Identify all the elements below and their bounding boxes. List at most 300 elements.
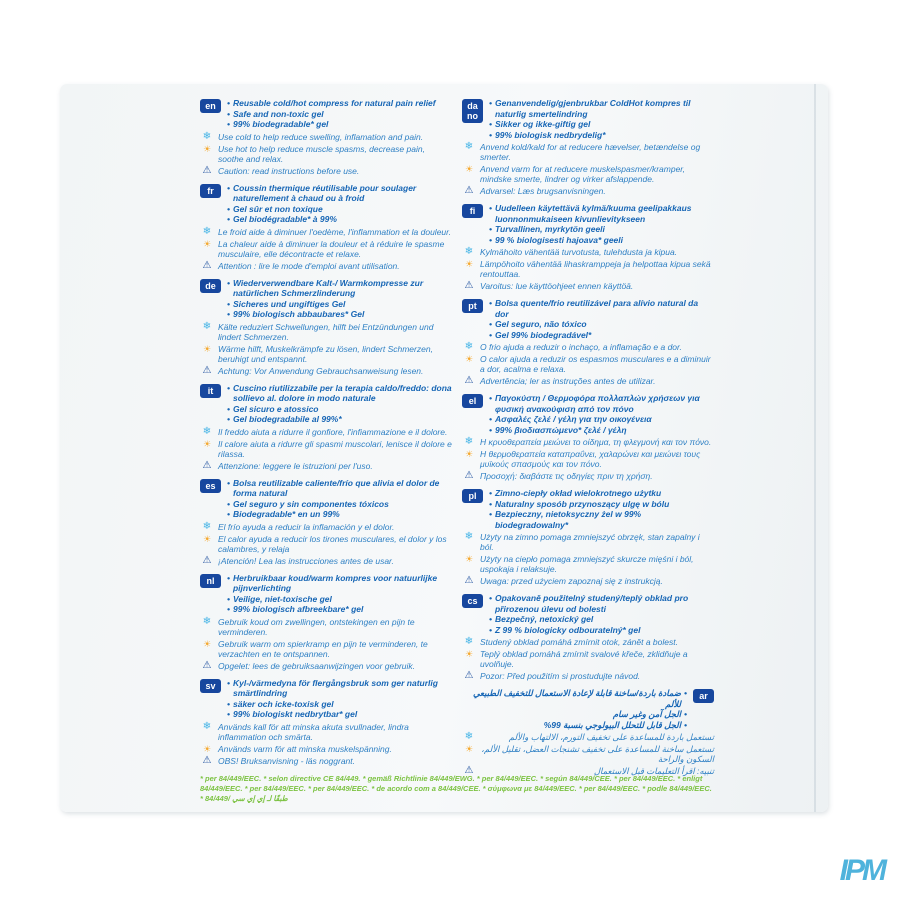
bullet-dot-icon: • — [489, 298, 492, 308]
bullet-item — [489, 130, 714, 141]
bullet-text: Gel biodégradable* à 99% — [232, 214, 337, 224]
warning-triangle-icon: ⚠ — [202, 259, 212, 271]
language-block-el — [462, 393, 714, 481]
warning-note — [200, 756, 452, 766]
bullet-text: 99% biologisch afbreekbare* gel — [232, 604, 364, 614]
warning-triangle-icon: ⚠ — [202, 459, 212, 471]
warning-note-text: Uwaga: przed użyciem zapoznaj się z instrukcją. — [480, 576, 663, 586]
cold-note-text: Används kall för att minska akuta svullnader, lindra inflammation och smärta. — [218, 721, 409, 742]
bullet-text: Opakovaně použitelný studený/teplý obklad pro přirozenou úlevu od bolesti — [494, 593, 689, 614]
bullet-item — [227, 204, 452, 215]
bullet-dot-icon: • — [489, 329, 492, 340]
bullet-text: Wiederverwendbare Kalt-/ Warmkompresse zur natürlichen Schmerzlinderung — [232, 277, 424, 298]
bullet-dot-icon: • — [227, 182, 230, 193]
bullet-list — [462, 688, 687, 730]
bullet-dot-icon: • — [489, 624, 492, 635]
warning-note-text: Attenzione: leggere le istruzioni per l'uso. — [218, 460, 373, 471]
hot-use-note — [462, 259, 714, 279]
snowflake-icon: ❄ — [202, 130, 212, 142]
bullet-dot-icon: • — [489, 498, 492, 509]
bullet-list — [227, 383, 452, 425]
bullet-item — [227, 183, 452, 204]
language-code: da — [467, 101, 478, 111]
bullet-text: Gel seguro, não tóxico — [494, 319, 587, 329]
bullet-item — [489, 614, 714, 625]
sun-icon: ☀ — [464, 744, 474, 754]
bullet-dot-icon: • — [227, 477, 230, 488]
bullet-text: Cuscino riutilizzabile per la terapia caldo/freddo: dona sollievo al. dolore in modo naturale — [232, 382, 452, 403]
hot-note-text: La chaleur aide à diminuer la douleur et à réduire le spasme musculaire, elle décontracte et relaxe. — [218, 238, 445, 259]
block-head — [462, 393, 714, 435]
warning-triangle-icon: ⚠ — [464, 185, 474, 196]
hot-use-note — [200, 534, 452, 554]
warning-note-text: OBS! Bruksanvisning - läs noggrant. — [218, 755, 356, 766]
warning-note — [200, 366, 452, 376]
cold-use-note — [462, 532, 714, 552]
bullet-text: Zimno-ciepły okład wielokrotnego użytku — [494, 488, 662, 498]
bullet-text: Bolsa reutilizable caliente/frío que alivia el dolor de forma natural — [232, 477, 440, 498]
bullet-item — [489, 414, 714, 425]
sun-icon: ☀ — [464, 164, 474, 174]
cold-note-text: Użyty na zimno pomaga zmniejszyć obrzęk, stan zapalny i ból. — [480, 532, 700, 552]
cold-use-note — [462, 342, 714, 352]
bullet-dot-icon: • — [489, 593, 492, 603]
warning-note-text: Opgelet: lees de gebruiksaanwijzingen voor gebruik. — [218, 660, 416, 671]
language-code: it — [207, 385, 214, 396]
warning-note — [200, 166, 452, 176]
left-column — [200, 98, 452, 783]
bullet-text: Bezpieczny, nietoksyczny żel w 99% biodegradowalny* — [494, 509, 642, 530]
bullet-dot-icon: • — [489, 614, 492, 624]
bullet-text: säker och icke-toxisk gel — [232, 698, 334, 709]
language-code: pl — [468, 491, 477, 501]
language-block-nl — [200, 573, 452, 671]
hot-use-note — [462, 449, 714, 469]
sun-icon: ☀ — [202, 743, 212, 754]
warning-note-text: Προσοχή: διαβάστε τις οδηγίες πριν τη χρήση. — [480, 471, 653, 481]
cold-use-note — [462, 142, 714, 162]
bullet-item — [489, 98, 714, 119]
bullet-item — [227, 604, 452, 615]
warning-note-text: تنبيه: اقرأ التعليمات قبل الاستعمال — [593, 766, 714, 776]
hot-use-note — [200, 239, 452, 259]
warning-note — [200, 461, 452, 471]
bullet-item — [489, 203, 714, 224]
cold-use-note — [462, 637, 714, 647]
warning-note — [200, 261, 452, 271]
warning-note-text: Caution: read instructions before use. — [218, 165, 360, 176]
bullet-text: Turvallinen, myrkytön geeli — [494, 224, 605, 234]
language-badge — [462, 394, 483, 408]
bullet-text: الجل قابل للتحلل البيولوجي بنسبة 99% — [543, 719, 682, 730]
block-head — [200, 383, 452, 425]
cold-note-text: تستعمل باردة للمساعدة على تخفيف التورم، الالتهاب والألم — [508, 732, 714, 742]
warning-triangle-icon: ⚠ — [464, 470, 474, 481]
cold-use-note — [200, 522, 452, 532]
bullet-item — [489, 488, 714, 499]
bullet-item — [489, 319, 714, 330]
bullet-text: Gel sûr et non toxique — [232, 203, 323, 214]
bullet-item — [227, 309, 452, 320]
bullet-item — [227, 678, 452, 699]
language-badge — [200, 574, 221, 588]
hot-use-note — [462, 354, 714, 374]
sun-icon: ☀ — [464, 259, 474, 269]
language-badge — [200, 679, 221, 693]
hot-use-note — [200, 144, 452, 164]
snowflake-icon: ❄ — [464, 436, 474, 447]
ipm-logo: IPM — [839, 854, 884, 887]
snowflake-icon: ❄ — [464, 246, 474, 257]
warning-note-text: Achtung: Vor Anwendung Gebrauchsanweisung lesen. — [218, 365, 424, 376]
bullet-item — [489, 509, 714, 530]
cold-use-note — [200, 132, 452, 142]
snowflake-icon: ❄ — [464, 341, 474, 352]
bullet-dot-icon: • — [227, 698, 230, 709]
bullet-text: 99% biodegradable* gel — [232, 119, 329, 129]
bullet-item — [489, 499, 714, 510]
bullet-item — [489, 298, 714, 319]
hot-use-note — [462, 554, 714, 574]
snowflake-icon: ❄ — [464, 731, 474, 742]
bullet-dot-icon: • — [489, 488, 492, 498]
bullet-list — [227, 98, 452, 130]
hot-note-text: Teplý obklad pomáhá zmírnit svalové křeče, zklidňuje a uvolňuje. — [480, 649, 688, 669]
language-badge — [462, 299, 483, 313]
bullet-dot-icon: • — [227, 709, 230, 719]
warning-note-text: ¡Atención! Lea las instrucciones antes de usar. — [218, 555, 394, 566]
bullet-text: 99 % biologisesti hajoava* geeli — [494, 234, 624, 245]
bullet-item — [227, 98, 452, 109]
block-head — [462, 593, 714, 635]
bullet-list — [227, 478, 452, 520]
sun-icon: ☀ — [202, 143, 212, 154]
cold-note-text: Kälte reduziert Schwellungen, hilft bei Entzündungen und lindert Schmerzen. — [218, 321, 434, 342]
bullet-dot-icon: • — [227, 498, 230, 509]
cold-note-text: El frío ayuda a reducir la inflamación y el dolor. — [218, 521, 395, 532]
block-head — [200, 678, 452, 720]
bullet-item — [489, 425, 714, 436]
language-block-de — [200, 278, 452, 376]
bullet-list — [227, 573, 452, 615]
cold-use-note — [200, 617, 452, 637]
warning-triangle-icon: ⚠ — [202, 364, 212, 376]
language-badge — [200, 479, 221, 493]
bullet-text: Sikker og ikke-giftig gel — [494, 119, 591, 129]
bullet-item — [489, 393, 714, 414]
bullet-text: Coussin thermique réutilisable pour soulager naturellement à chaud ou à froid — [232, 182, 417, 203]
bullet-item — [227, 699, 452, 710]
bullet-item — [227, 119, 452, 130]
bullet-text: Gel sicuro e atossico — [232, 403, 319, 414]
bullet-text: Sicheres und ungiftiges Gel — [232, 298, 346, 309]
regulatory-footnote: * per 84/449/EEC. * selon directive CE 84/449. * gemäß Richtlinie 84/449/EWG. * per 84/449/EEC. * según 84/449/CEE. * per 84/449/EEC. * enligt 84/449/EEC. * per 84/449/EEC. * per 84/449/EEC. * de acordo com a 84/449/CEE. * σύμφωνα με 84/449/EEC. * per 84/449/EEC. * podle 84/449/EEC. * طبقًا لـ إي إي سي /84/449 — [200, 774, 712, 803]
bullet-text: Z 99 % biologicky odbouratelný* gel — [494, 624, 641, 635]
bullet-text: Gel biodegradabile al 99%* — [232, 414, 342, 424]
bullet-dot-icon: • — [227, 509, 230, 519]
hot-use-note — [462, 164, 714, 184]
bullet-item — [227, 709, 452, 720]
hot-note-text: El calor ayuda a reducir los tirones musculares, el dolor y los calambres, y relaja — [218, 533, 447, 554]
sun-icon: ☀ — [464, 449, 474, 459]
bullet-dot-icon: • — [489, 224, 492, 234]
bullet-text: 99% biologisch abbaubares* Gel — [232, 309, 365, 319]
block-head — [200, 478, 452, 520]
bullet-dot-icon: • — [227, 593, 230, 604]
block-head — [200, 183, 452, 225]
block-head — [462, 203, 714, 245]
bullet-dot-icon: • — [489, 203, 492, 213]
cold-note-text: Il freddo aiuta a ridurre il gonfiore, l'infiammazione e il dolore. — [218, 426, 448, 437]
bullet-text: Herbruikbaar koud/warm kompres voor natuurlijke pijnverlichting — [232, 572, 438, 593]
language-code: fr — [207, 185, 214, 196]
bullet-item — [227, 509, 452, 520]
snowflake-icon: ❄ — [464, 531, 474, 542]
hot-note-text: Użyty na ciepło pomaga zmniejszyć skurcze mięśni i ból, uspokaja i relaksuje. — [480, 554, 694, 574]
bullet-dot-icon: • — [489, 234, 492, 245]
sun-icon: ☀ — [202, 238, 212, 249]
cold-use-note — [200, 322, 452, 342]
bullet-text: Reusable cold/hot compress for natural pain relief — [232, 98, 436, 108]
bullet-list — [227, 183, 452, 225]
language-badge — [462, 489, 483, 503]
bullet-dot-icon: • — [227, 119, 230, 129]
bullet-dot-icon: • — [227, 277, 230, 288]
language-block-pt — [462, 298, 714, 386]
warning-triangle-icon: ⚠ — [202, 754, 212, 766]
bullet-list — [489, 298, 714, 340]
bullet-list — [489, 203, 714, 245]
bullet-item — [227, 214, 452, 225]
bullet-list — [489, 488, 714, 530]
warning-note — [462, 576, 714, 586]
language-block-cs — [462, 593, 714, 681]
bullet-item — [227, 299, 452, 310]
language-block-fr — [200, 183, 452, 271]
bullet-text: 99% biologiskt nedbrytbar* gel — [232, 709, 358, 719]
language-code: no — [467, 111, 478, 121]
language-block-ar — [462, 688, 714, 776]
cold-use-note — [462, 437, 714, 447]
bullet-dot-icon: • — [227, 572, 230, 583]
snowflake-icon: ❄ — [202, 520, 212, 532]
language-badge — [462, 204, 483, 218]
block-head — [200, 98, 452, 130]
block-head — [462, 488, 714, 530]
block-head — [462, 298, 714, 340]
hot-use-note — [462, 649, 714, 669]
snowflake-icon: ❄ — [202, 320, 212, 332]
cold-note-text: O frio ajuda a reduzir o inchaço, a inflamação e a dor. — [480, 342, 682, 352]
bullet-item — [227, 414, 452, 425]
block-head — [200, 278, 452, 320]
block-head — [200, 573, 452, 615]
language-badge — [200, 384, 221, 398]
cold-note-text: Anvend kold/kald for at reducere hævelser, betændelse og smerter. — [480, 142, 701, 162]
bullet-text: 99% βιοδιασπώμενο* ζελέ / γέλη — [494, 424, 627, 435]
language-block-sv — [200, 678, 452, 766]
language-badge — [200, 279, 221, 293]
sun-icon: ☀ — [202, 438, 212, 449]
package-back-panel — [60, 84, 828, 812]
snowflake-icon: ❄ — [202, 720, 212, 732]
warning-note — [200, 661, 452, 671]
cold-use-note — [200, 427, 452, 437]
cold-use-note — [200, 722, 452, 742]
bullet-text: Safe and non-toxic gel — [232, 108, 324, 119]
bullet-dot-icon: • — [684, 688, 687, 698]
warning-triangle-icon: ⚠ — [464, 375, 474, 386]
language-columns — [200, 98, 714, 783]
bullet-list — [227, 678, 452, 720]
warning-note-text: Advertência; ler as instruções antes de utilizar. — [480, 376, 656, 386]
bullet-dot-icon: • — [684, 719, 687, 730]
warning-triangle-icon: ⚠ — [202, 554, 212, 566]
bullet-item — [462, 720, 687, 731]
warning-note — [462, 671, 714, 681]
bullet-text: Bezpečný, netoxický gel — [494, 614, 594, 624]
warning-note-text: Advarsel: Læs brugsanvisningen. — [480, 186, 606, 196]
bullet-list — [489, 98, 714, 140]
language-code: ar — [699, 691, 708, 701]
sun-icon: ☀ — [464, 554, 474, 564]
warning-triangle-icon: ⚠ — [202, 164, 212, 176]
hot-use-note — [462, 744, 714, 764]
warning-note — [462, 186, 714, 196]
sun-icon: ☀ — [202, 343, 212, 354]
bullet-text: Biodegradable* en un 99% — [232, 509, 340, 519]
language-badge — [693, 689, 714, 703]
hot-note-text: O calor ajuda a reduzir os espasmos musculares e a diminuir a dor, acalma e relaxa. — [480, 354, 711, 374]
language-code: de — [205, 280, 216, 291]
bullet-dot-icon: • — [489, 119, 492, 129]
warning-note — [462, 376, 714, 386]
language-block-da-no — [462, 98, 714, 196]
bullet-dot-icon: • — [489, 319, 492, 329]
warning-triangle-icon: ⚠ — [202, 659, 212, 671]
hot-note-text: Gebruik warm om spierkramp en pijn te verminderen, te verzachten en te ontspannen. — [218, 638, 428, 659]
bullet-dot-icon: • — [489, 509, 492, 519]
warning-note-text: Varoitus: lue käyttöohjeet ennen käyttöä. — [480, 281, 634, 291]
bullet-item — [462, 709, 687, 720]
bullet-dot-icon: • — [489, 98, 492, 108]
hot-note-text: Il calore aiuta a ridurre gli spasmi muscolari, lenisce il dolore e rilassa. — [218, 438, 452, 459]
bullet-text: Bolsa quente/frio reutilizável para alívio natural da dor — [494, 298, 699, 319]
right-column — [462, 98, 714, 783]
bullet-text: Ασφαλές ζελέ / γέλη για την οικογένεια — [494, 414, 652, 424]
language-block-es — [200, 478, 452, 566]
language-block-pl — [462, 488, 714, 586]
bullet-item — [489, 593, 714, 614]
bullet-item — [462, 688, 687, 709]
bullet-list — [489, 593, 714, 635]
bullet-item — [227, 109, 452, 120]
bullet-item — [489, 625, 714, 636]
bullet-dot-icon: • — [227, 382, 230, 393]
bullet-dot-icon: • — [227, 98, 230, 108]
bullet-dot-icon: • — [489, 424, 492, 435]
bullet-item — [489, 119, 714, 130]
bullet-dot-icon: • — [227, 403, 230, 414]
language-code: el — [468, 396, 477, 406]
hot-use-note — [200, 744, 452, 754]
bullet-dot-icon: • — [227, 604, 230, 614]
bullet-item — [489, 330, 714, 341]
hot-note-text: Lämpöhoito vähentää lihaskramppeja ja helpottaa kipua sekä rentouttaa. — [480, 259, 711, 279]
bullet-item — [227, 573, 452, 594]
bullet-item — [227, 383, 452, 404]
cold-note-text: Η κρυοθεραπεία μειώνει το οίδημα, τη φλεγμονή και τον πόνο. — [480, 437, 712, 447]
warning-note — [200, 556, 452, 566]
cold-note-text: Studený obklad pomáhá zmírnit otok, zánět a bolest. — [480, 637, 678, 647]
snowflake-icon: ❄ — [202, 225, 212, 237]
cold-note-text: Gebruik koud om zwellingen, ontstekingen en pijn te verminderen. — [218, 616, 415, 637]
warning-note-text: Attention : lire le mode d'emploi avant utilisation. — [218, 260, 400, 271]
warning-note-text: Pozor: Před použitím si prostudujte návod. — [480, 671, 641, 681]
warning-triangle-icon: ⚠ — [464, 280, 474, 291]
cold-note-text: Kylmähoito vähentää turvotusta, tulehdusta ja kipua. — [480, 247, 678, 257]
sun-icon: ☀ — [202, 533, 212, 544]
hot-note-text: Wärme hilft, Muskelkrämpfe zu lösen, lindert Schmerzen, beruhigt und entspannt. — [218, 343, 433, 364]
sun-icon: ☀ — [202, 638, 212, 649]
bullet-text: Veilige, niet-toxische gel — [232, 593, 332, 604]
language-block-it — [200, 383, 452, 471]
bullet-item — [227, 404, 452, 415]
warning-triangle-icon: ⚠ — [464, 575, 474, 586]
hot-note-text: Används varm för att minska muskelspänning. — [218, 743, 392, 754]
language-badge — [200, 99, 221, 113]
bullet-item — [227, 499, 452, 510]
warning-note — [462, 281, 714, 291]
snowflake-icon: ❄ — [202, 615, 212, 627]
hot-note-text: Anvend varm for at reducere muskelspasmer/kramper, mindske smerte, lindrer og virker afslappende. — [480, 164, 686, 184]
bullet-text: Naturalny sposób przynoszący ulgę w bólu — [494, 498, 670, 509]
hot-note-text: تستعمل ساخنة للمساعدة على تخفيف تشنجات العضل، تقليل الألم، السكون والراحة — [481, 744, 714, 764]
language-badge — [462, 99, 483, 123]
bullet-text: Παγοκύστη / Θερμοφόρα πολλαπλών χρήσεων για φυσική ανακούφιση από τον πόνο — [494, 393, 700, 414]
hot-use-note — [200, 439, 452, 459]
language-badge — [462, 594, 483, 608]
block-head — [462, 98, 714, 140]
cold-note-text: Use cold to help reduce swelling, inflamation and pain. — [218, 131, 424, 142]
bullet-dot-icon: • — [227, 298, 230, 309]
language-code: sv — [205, 680, 216, 691]
bullet-text: Gel 99% biodegradável* — [494, 329, 592, 340]
bullet-text: Uudelleen käytettävä kylmä/kuuma geelipakkaus luonnonmukaiseen kivunlievitykseen — [494, 203, 692, 224]
warning-note — [462, 471, 714, 481]
cold-use-note — [200, 227, 452, 237]
cold-use-note — [462, 732, 714, 742]
language-block-en — [200, 98, 452, 176]
snowflake-icon: ❄ — [202, 425, 212, 437]
cold-note-text: Le froid aide à diminuer l'oedème, l'inflammation et la douleur. — [218, 226, 452, 237]
bullet-item — [227, 594, 452, 605]
bullet-dot-icon: • — [227, 677, 230, 688]
bullet-text: Genanvendelig/gjenbrukbar ColdHot kompres til naturlig smertelindring — [494, 98, 691, 119]
bullet-dot-icon: • — [227, 203, 230, 214]
bullet-item — [489, 235, 714, 246]
bullet-dot-icon: • — [227, 214, 230, 224]
block-head — [462, 688, 714, 730]
bullet-dot-icon: • — [489, 414, 492, 424]
bullet-item — [227, 278, 452, 299]
bullet-text: 99% biologisk nedbrydelig* — [494, 129, 606, 140]
bullet-dot-icon: • — [227, 414, 230, 424]
language-badge — [200, 184, 221, 198]
hot-use-note — [200, 344, 452, 364]
bullet-dot-icon: • — [489, 129, 492, 140]
bullet-text: Gel seguro y sin componentes tóxicos — [232, 498, 389, 509]
